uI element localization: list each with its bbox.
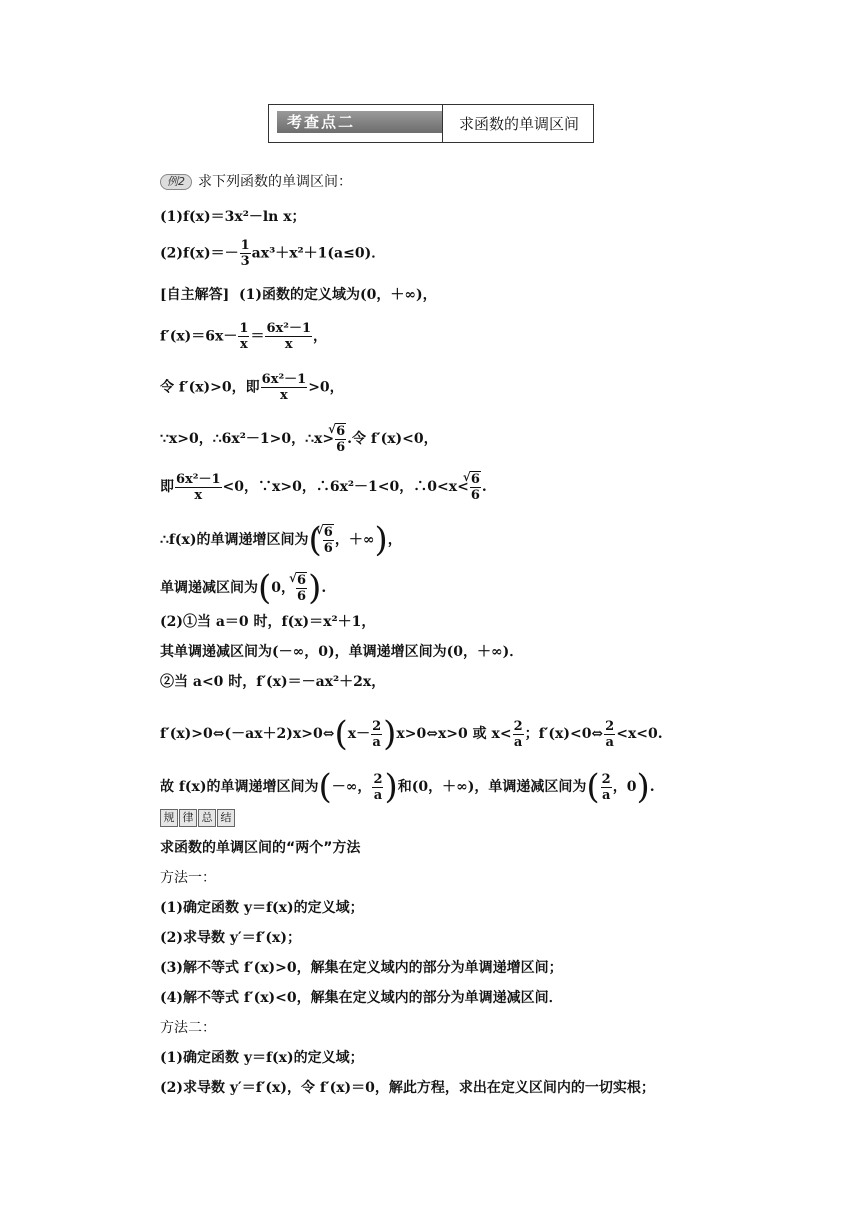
- method-1-step: (3)解不等式 f′(x)>0，解集在定义域内的部分为单调递增区间；: [160, 960, 563, 976]
- method-2-step: (1)确定函数 y＝f(x)的定义域；: [160, 1050, 364, 1066]
- method-1-step: (4)解不等式 f′(x)<0，解集在定义域内的部分为单调递减区间．: [160, 990, 563, 1006]
- solution-line: 其单调递减区间为(－∞，0)，单调递增区间为(0，＋∞)．: [160, 644, 524, 660]
- solution-line: (2)①当 a＝0 时，f(x)＝x²＋1，: [160, 614, 376, 630]
- example-prompt: 例2 求下列函数的单调区间：: [160, 172, 352, 192]
- summary-heading: 求函数的单调区间的“两个”方法: [160, 840, 361, 856]
- header-divider: [442, 105, 443, 142]
- solution-line: f′(x)>0⇔(－ax＋2)x>0⇔(x－ $\frac{2}{a}$ )x>0⇔x>0 或 x< $\frac{2}{a}$ ；f′(x)<0⇔ $\frac{2}{a}$ <x<0.: [160, 714, 663, 754]
- solution-line: 单调递减区间为(0， √ $\frac{6}{6}$ ).: [160, 571, 326, 605]
- solution-line: ②当 a<0 时，f′(x)＝－ax²＋2x，: [160, 674, 386, 690]
- method-2-step: (2)求导数 y′＝f′(x)，令 f′(x)＝0，解此方程，求出在定义区间内的一切实根；: [160, 1080, 655, 1096]
- method-2-title: 方法二：: [160, 1020, 216, 1036]
- question-2: (2)f(x)＝－ $\frac{1}{3}$ ax³＋x²＋1(a≤0)．: [160, 238, 386, 269]
- section-title: 求函数的单调区间: [459, 115, 580, 133]
- solution-line: 令 f′(x)>0，即 $\frac{\text{6x²－1}}{x}$ >0，: [160, 372, 344, 403]
- example-badge: 例2: [160, 174, 192, 190]
- solution-line: ∵x>0，∴6x²－1>0，∴x> √ $\frac{6}{6}$ .令 f′(x)<0，: [160, 423, 438, 455]
- solution-line: 故 f(x)的单调递增区间为(－∞， $\frac{2}{a}$ )和(0，＋∞)，单调递减区间为( $\frac{2}{a}$ ，0).: [160, 767, 655, 807]
- solution-lead: [自主解答]: [160, 287, 230, 303]
- section-tag: 考查点二: [277, 111, 443, 133]
- summary-label: 规 律 总 结: [160, 809, 235, 825]
- solution-line: ∴f(x)的单调递增区间为( √ $\frac{6}{6}$ ，＋∞)，: [160, 523, 402, 557]
- method-1-step: (1)确定函数 y＝f(x)的定义域；: [160, 900, 364, 916]
- solution-line: 即 $\frac{\text{6x²－1}}{x}$ <0，∵x>0，∴6x²－1<0，∴0<x< √ $\frac{6}{6}$ .: [160, 471, 487, 503]
- solution-line: f′(x)＝6x－ $\frac{1}{x}$ ＝ $\frac{\text{6x²－1}}{x}$ ，: [160, 321, 327, 352]
- method-1-title: 方法一：: [160, 870, 216, 886]
- section-header: [268, 104, 594, 143]
- method-1-step: (2)求导数 y′＝f′(x)；: [160, 930, 301, 946]
- question-1: (1)f(x)＝3x²－ln x；: [160, 209, 306, 225]
- solution-line: [自主解答] (1)函数的定义域为(0，＋∞)，: [160, 287, 437, 303]
